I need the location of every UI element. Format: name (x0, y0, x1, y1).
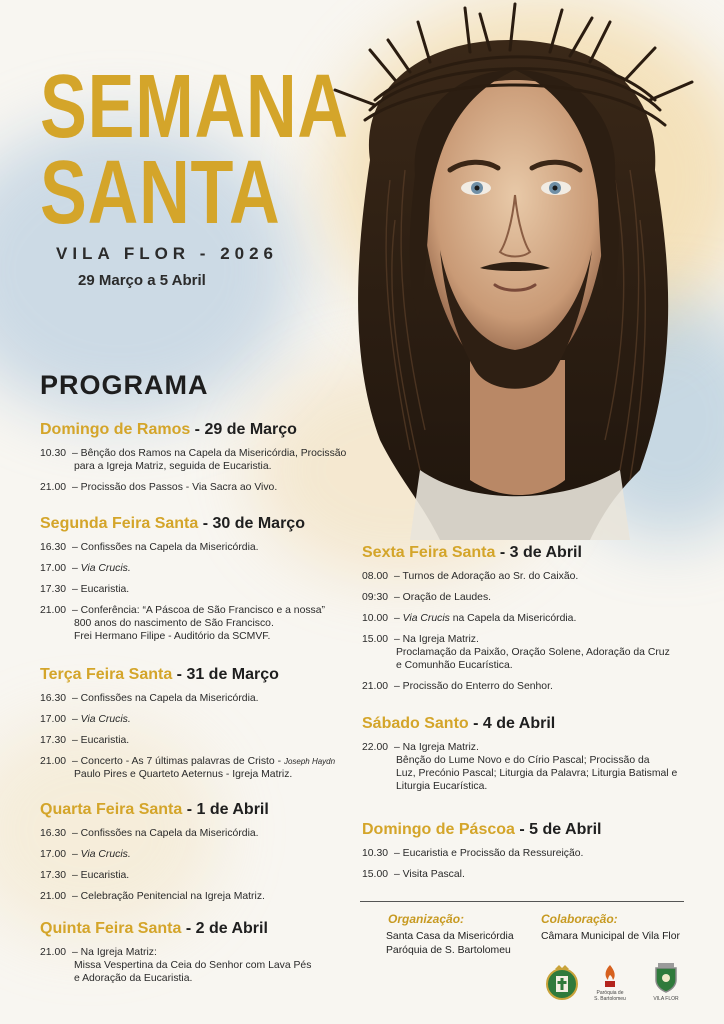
event-description (394, 868, 692, 881)
event-time: 21.00 (40, 756, 67, 767)
event-line (72, 713, 370, 726)
event-line: e Comunhão Eucarística. (396, 660, 513, 671)
event-line: – Celebração Penitencial na Igreja Matriz. (72, 891, 265, 902)
schedule-event (362, 868, 692, 881)
title-line-1: SEMANA (40, 57, 349, 157)
event-line: – Eucaristia. (72, 584, 130, 595)
event-text: na Capela da Misericórdia. (449, 613, 577, 624)
event-line: – Procissão dos Passos - Via Sacra ao Vivo. (72, 482, 278, 493)
footer-divider (360, 901, 684, 902)
event-line: – Eucaristia e Procissão da Ressureição. (394, 848, 584, 859)
event-time: 16.30 (40, 542, 67, 553)
event-description (394, 680, 692, 693)
event-description (72, 541, 370, 554)
schedule-event (40, 447, 370, 473)
event-line: Bênção do Lume Novo e do Círio Pascal; Procissão da (396, 755, 650, 766)
schedule-event (362, 741, 692, 793)
event-time: 08.00 (362, 571, 389, 582)
event-italic-text: Via Crucis (402, 613, 450, 624)
event-line: – Bênção dos Ramos na Capela da Misericórdia, Procissão (72, 448, 347, 459)
day-name: Domingo de Páscoa (362, 821, 515, 838)
day-date: - 1 de Abril (182, 801, 269, 818)
day-block-quarta (40, 801, 370, 911)
event-description (394, 591, 692, 604)
day-block-sabado (362, 715, 692, 801)
event-text: – Concerto - As 7 últimas palavras de Cristo - (72, 756, 284, 767)
event-line: – Na Igreja Matriz: (72, 947, 157, 958)
vila-flor-coat-of-arms-icon (650, 962, 682, 994)
event-line: Paulo Pires e Quarteto Aeternus - Igreja Matriz. (74, 769, 293, 780)
event-description (72, 583, 370, 596)
event-time: 21.00 (40, 605, 67, 616)
schedule-event (362, 680, 692, 693)
subtitle: VILA FLOR - 2026 (56, 244, 279, 263)
event-line: Proclamação da Paixão, Oração Solene, Adoração da Cruz (396, 647, 670, 658)
schedule-event (40, 692, 370, 705)
event-composer: Joseph Haydn (283, 757, 336, 766)
day-block-domingo-ramos (40, 421, 370, 502)
event-description (72, 890, 370, 903)
event-time: 10.00 (362, 613, 389, 624)
event-dash: – (394, 613, 403, 624)
event-line: – Procissão do Enterro do Senhor. (394, 681, 553, 692)
event-time: 21.00 (40, 482, 67, 493)
day-name: Terça Feira Santa (40, 666, 173, 683)
day-name: Quinta Feira Santa (40, 920, 182, 937)
event-line: 800 anos do nascimento de São Francisco. (74, 618, 274, 629)
day-date: - 29 de Março (190, 421, 297, 438)
event-description (72, 848, 370, 861)
schedule-event (40, 827, 370, 840)
event-time: 15.00 (362, 634, 389, 645)
day-date: - 30 de Março (198, 515, 305, 532)
event-line: Luz, Precónio Pascal; Liturgia da Palavra; Liturgia Batismal e (396, 768, 678, 779)
event-line: Liturgia Eucarística. (396, 781, 488, 792)
event-line: para a Igreja Matriz, seguida de Eucaristia. (74, 461, 272, 472)
event-line: – Turnos de Adoração ao Sr. do Caixão. (394, 571, 579, 582)
schedule-event (40, 583, 370, 596)
event-time: 10.30 (40, 448, 67, 459)
event-line: – Eucaristia. (72, 735, 130, 746)
event-line: Missa Vespertina da Ceia do Senhor com Lava Pés (74, 960, 312, 971)
programa-heading: PROGRAMA (40, 370, 209, 400)
event-line: – Visita Pascal. (394, 869, 465, 880)
date-range: 29 Março a 5 Abril (78, 272, 206, 289)
event-italic-text: Via Crucis. (80, 563, 131, 574)
schedule-event (40, 541, 370, 554)
event-time: 17.00 (40, 563, 67, 574)
schedule-event (362, 633, 692, 672)
event-italic-text: Via Crucis. (80, 849, 131, 860)
schedule-event (362, 847, 692, 860)
event-description (72, 562, 370, 575)
event-description (394, 741, 692, 793)
event-line: – Oração de Laudes. (394, 592, 492, 603)
event-description (72, 869, 370, 882)
day-block-terca (40, 666, 370, 789)
day-date: - 5 de Abril (514, 821, 602, 838)
day-block-sexta (362, 544, 692, 701)
day-name: Domingo de Ramos (40, 421, 191, 438)
event-time: 17.00 (40, 714, 67, 725)
schedule-event (40, 604, 370, 643)
event-description (394, 570, 692, 583)
day-heading (362, 821, 692, 839)
event-time: 10.30 (362, 848, 389, 859)
parish-logo-caption: S. Bartolomeu (594, 996, 626, 1002)
event-description (394, 847, 692, 860)
schedule-event (362, 570, 692, 583)
event-dash: – (72, 849, 81, 860)
organizacao-label: Organização: (388, 912, 465, 926)
event-description (72, 692, 370, 705)
event-italic-text: Via Crucis. (80, 714, 131, 725)
schedule-event (40, 734, 370, 747)
event-time: 16.30 (40, 828, 67, 839)
event-line: – Confissões na Capela da Misericórdia. (72, 693, 259, 704)
day-heading (40, 421, 370, 439)
event-description (72, 481, 370, 494)
day-name: Segunda Feira Santa (40, 515, 199, 532)
schedule-event (362, 591, 692, 604)
schedule-event (40, 946, 370, 985)
event-time: 16.30 (40, 693, 67, 704)
parish-flame-logo-icon (600, 964, 620, 988)
event-dash: – (72, 714, 81, 725)
event-description (72, 713, 370, 726)
day-block-quinta (40, 920, 370, 993)
day-heading (362, 715, 692, 733)
event-time: 17.30 (40, 584, 67, 595)
schedule-event (40, 890, 370, 903)
event-dash: – (72, 563, 81, 574)
day-date: - 31 de Março (172, 666, 279, 683)
event-time: 15.00 (362, 869, 389, 880)
day-heading (40, 515, 370, 533)
event-line (394, 612, 692, 625)
event-time: 17.30 (40, 735, 67, 746)
event-description (72, 755, 370, 781)
event-line: – Eucaristia. (72, 870, 130, 881)
event-time: 17.00 (40, 849, 67, 860)
event-time: 22.00 (362, 742, 389, 753)
event-line: – Confissões na Capela da Misericórdia. (72, 542, 259, 553)
event-description (394, 633, 692, 672)
schedule-event (40, 869, 370, 882)
parish-logo-caption: Paróquia de (596, 990, 624, 996)
event-time: 21.00 (362, 681, 389, 692)
event-line: – Conferência: “A Páscoa de São Francisco e a nossa” (72, 605, 325, 616)
day-block-domingo-pascoa (362, 821, 692, 889)
day-name: Sexta Feira Santa (362, 544, 496, 561)
day-heading (40, 920, 370, 938)
event-time: 21.00 (40, 947, 67, 958)
colaboracao-label: Colaboração: (541, 912, 618, 926)
event-description (72, 447, 370, 473)
day-block-segunda (40, 515, 370, 651)
schedule-event (40, 755, 370, 781)
misericordia-crest-icon (544, 962, 580, 1002)
organizacao-line: Santa Casa da Misericórdia (386, 931, 514, 942)
event-line: e Adoração da Eucaristia. (74, 973, 193, 984)
day-heading (40, 801, 370, 819)
event-description (72, 734, 370, 747)
day-name: Quarta Feira Santa (40, 801, 183, 818)
schedule-event (362, 612, 692, 625)
event-line: – Na Igreja Matriz. (394, 634, 479, 645)
schedule-event (40, 848, 370, 861)
event-line: Frei Hermano Filipe - Auditório da SCMVF. (74, 631, 271, 642)
organizacao-line: Paróquia de S. Bartolomeu (386, 945, 511, 956)
day-name: Sábado Santo (362, 715, 469, 732)
day-heading (40, 666, 370, 684)
event-time: 17.30 (40, 870, 67, 881)
event-description (72, 827, 370, 840)
day-date: - 2 de Abril (181, 920, 268, 937)
colaboracao-line: Câmara Municipal de Vila Flor (541, 931, 680, 942)
schedule-event (40, 562, 370, 575)
event-line: – Na Igreja Matriz. (394, 742, 479, 753)
event-description (72, 946, 370, 985)
day-date: - 4 de Abril (468, 715, 556, 732)
event-line (72, 755, 370, 768)
day-heading (362, 544, 692, 562)
event-time: 09:30 (362, 592, 389, 603)
event-line (72, 848, 370, 861)
event-time: 21.00 (40, 891, 67, 902)
event-description (72, 604, 370, 643)
municipal-logo-caption: VILA FLOR (653, 996, 679, 1002)
schedule-event (40, 481, 370, 494)
event-description (394, 612, 692, 625)
title-line-2: SANTA (40, 143, 281, 243)
day-date: - 3 de Abril (495, 544, 582, 561)
schedule-event (40, 713, 370, 726)
event-line (72, 562, 370, 575)
event-line: – Confissões na Capela da Misericórdia. (72, 828, 259, 839)
